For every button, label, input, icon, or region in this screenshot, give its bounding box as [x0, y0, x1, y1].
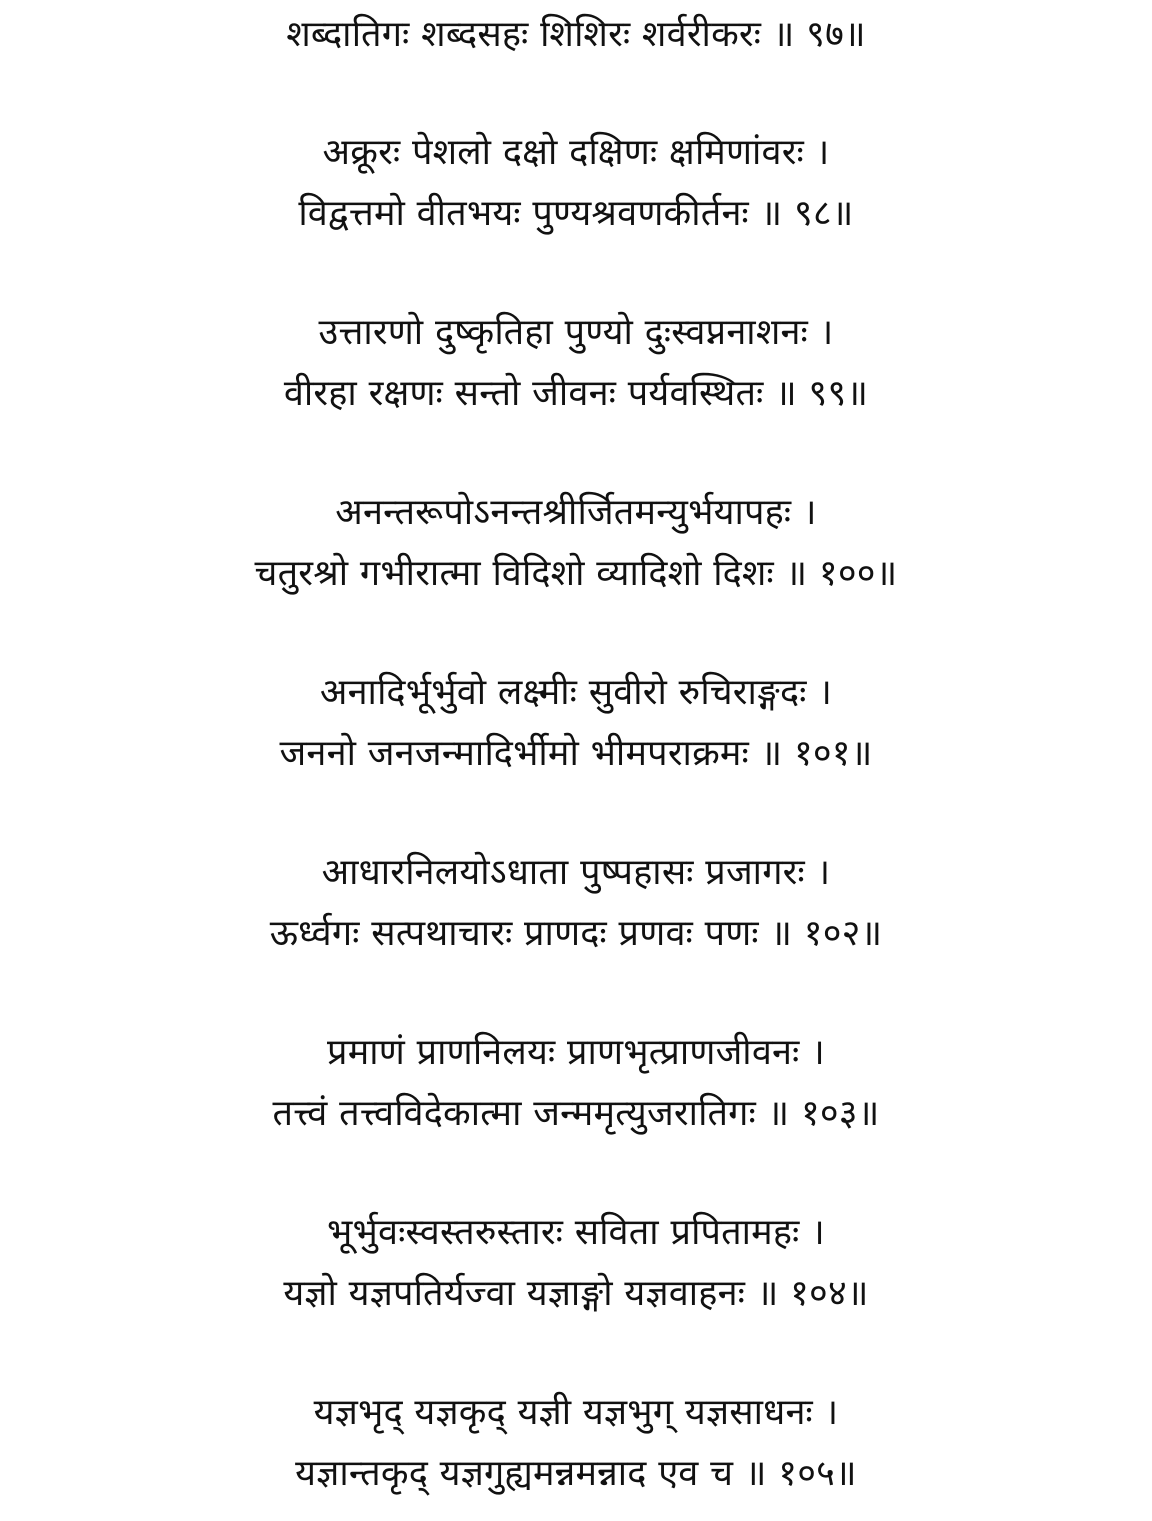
- verse-separator: [0, 64, 1152, 122]
- verse-100: [0, 482, 1152, 604]
- verse-98: [0, 122, 1152, 244]
- verse-separator: [0, 784, 1152, 842]
- verse-separator: [0, 1144, 1152, 1202]
- verse-separator: [0, 244, 1152, 302]
- verse-line: तत्त्वं तत्त्वविदेकात्मा जन्ममृत्युजरातिगः ॥ १०३॥: [272, 1093, 880, 1134]
- verse-line: विद्वत्तमो वीतभयः पुण्यश्रवणकीर्तनः ॥ ९८॥: [298, 193, 854, 234]
- verse-line: जननो जनजन्मादिर्भीमो भीमपराक्रमः ॥ १०१॥: [279, 733, 873, 774]
- verse-line: भूर्भुवःस्वस्तरुस्तारः सविता प्रपितामहः ।: [327, 1212, 825, 1253]
- verse-line: अनादिर्भूर्भुवो लक्ष्मीः सुवीरो रुचिराङ्गदः ।: [319, 672, 833, 713]
- verse-line: शब्दातिगः शब्दसहः शिशिरः शर्वरीकरः ॥ ९७॥: [286, 14, 866, 55]
- verse-104: [0, 1202, 1152, 1324]
- verse-99: [0, 302, 1152, 424]
- verse-line: आधारनिलयोऽधाता पुष्पहासः प्रजागरः ।: [321, 852, 831, 893]
- verse-line: अनन्तरूपोऽनन्तश्रीर्जितमन्युर्भयापहः ।: [335, 492, 817, 533]
- verse-line: यज्ञभृद् यज्ञकृद् यज्ञी यज्ञभुग् यज्ञसाधनः ।: [313, 1392, 839, 1433]
- verse-separator: [0, 964, 1152, 1022]
- verse-line: प्रमाणं प्राणनिलयः प्राणभृत्प्राणजीवनः ।: [327, 1032, 825, 1073]
- verse-105: [0, 1382, 1152, 1504]
- verse-line: चतुरश्रो गभीरात्मा विदिशो व्यादिशो दिशः ॥ १००॥: [254, 553, 898, 594]
- verse-separator: [0, 604, 1152, 662]
- verse-102: [0, 842, 1152, 964]
- verse-separator: [0, 1324, 1152, 1382]
- verse-line: अक्रूरः पेशलो दक्षो दक्षिणः क्षमिणांवरः ।: [322, 132, 830, 173]
- verse-separator: [0, 424, 1152, 482]
- verse-97: [0, 4, 1152, 64]
- verse-line: ऊर्ध्वगः सत्पथाचारः प्राणदः प्रणवः पणः ॥ १०२॥: [269, 913, 883, 954]
- verse-line: उत्तारणो दुष्कृतिहा पुण्यो दुःस्वप्ननाशनः ।: [318, 312, 834, 353]
- verse-line: यज्ञान्तकृद् यज्ञगुह्यमन्नमन्नाद एव च ॥ १०५॥: [295, 1453, 857, 1494]
- verse-101: [0, 662, 1152, 784]
- verse-103: [0, 1022, 1152, 1144]
- verse-line: वीरहा रक्षणः सन्तो जीवनः पर्यवस्थितः ॥ ९९॥: [283, 373, 869, 414]
- verse-line: यज्ञो यज्ञपतिर्यज्वा यज्ञाङ्गो यज्ञवाहनः ॥ १०४॥: [283, 1273, 869, 1314]
